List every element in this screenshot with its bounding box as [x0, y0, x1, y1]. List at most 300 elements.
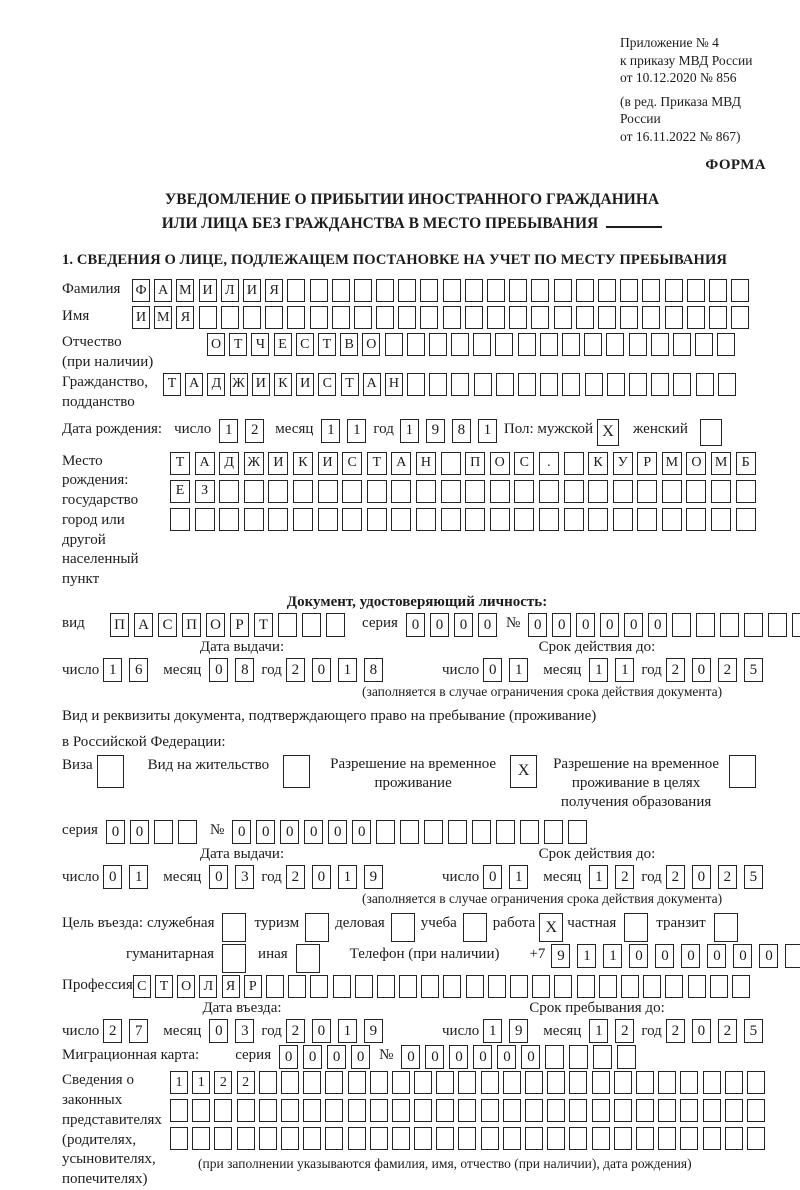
char-cell[interactable]: 2: [615, 1019, 634, 1043]
char-cell[interactable]: [348, 1099, 366, 1122]
char-cell[interactable]: [303, 1099, 321, 1122]
char-cell[interactable]: 0: [478, 613, 497, 637]
char-cell[interactable]: [385, 333, 403, 356]
char-cell[interactable]: [520, 820, 539, 844]
char-cell[interactable]: Т: [155, 975, 173, 998]
char-cell[interactable]: 2: [666, 865, 685, 889]
char-cell[interactable]: [662, 480, 682, 503]
char-cell[interactable]: 5: [744, 658, 763, 682]
char-cell[interactable]: [568, 820, 587, 844]
char-cell[interactable]: [458, 1099, 476, 1122]
char-cell[interactable]: [458, 1127, 476, 1150]
char-cell[interactable]: [416, 480, 436, 503]
char-cell[interactable]: [281, 1071, 299, 1094]
char-cell[interactable]: [569, 1071, 587, 1094]
char-cell[interactable]: [293, 480, 313, 503]
char-cell[interactable]: [355, 975, 373, 998]
char-cell[interactable]: [637, 480, 657, 503]
char-cell[interactable]: [592, 1099, 610, 1122]
char-cell[interactable]: [576, 279, 594, 302]
char-cell[interactable]: [562, 333, 580, 356]
char-cell[interactable]: И: [318, 452, 338, 475]
char-cell[interactable]: [629, 373, 647, 396]
char-cell[interactable]: [392, 1071, 410, 1094]
char-cell[interactable]: [673, 333, 691, 356]
char-cell[interactable]: [510, 975, 528, 998]
char-cell[interactable]: [503, 1071, 521, 1094]
char-cell[interactable]: [354, 306, 372, 329]
char-cell[interactable]: [680, 1127, 698, 1150]
char-cell[interactable]: [588, 480, 608, 503]
char-cell[interactable]: 0: [256, 820, 275, 844]
char-cell[interactable]: 5: [744, 1019, 763, 1043]
char-cell[interactable]: [326, 613, 345, 637]
char-cell[interactable]: [268, 480, 288, 503]
char-cell[interactable]: С: [514, 452, 534, 475]
char-cell[interactable]: [614, 1099, 632, 1122]
char-cell[interactable]: Р: [230, 613, 249, 637]
char-cell[interactable]: А: [154, 279, 172, 302]
char-cell[interactable]: Р: [637, 452, 657, 475]
char-cell[interactable]: [703, 1127, 721, 1150]
char-cell[interactable]: [243, 306, 261, 329]
char-cell[interactable]: [436, 1071, 454, 1094]
char-cell[interactable]: [792, 613, 800, 637]
char-cell[interactable]: [287, 279, 305, 302]
char-cell[interactable]: [687, 279, 705, 302]
char-cell[interactable]: [621, 975, 639, 998]
char-cell[interactable]: [348, 1127, 366, 1150]
char-cell[interactable]: 1: [483, 1019, 502, 1043]
char-cell[interactable]: [451, 333, 469, 356]
char-cell[interactable]: [376, 820, 395, 844]
char-cell[interactable]: [614, 1071, 632, 1094]
char-cell[interactable]: [414, 1099, 432, 1122]
char-cell[interactable]: [620, 306, 638, 329]
char-cell[interactable]: 0: [733, 944, 752, 968]
char-cell[interactable]: 6: [129, 658, 148, 682]
char-cell[interactable]: 8: [452, 419, 471, 443]
char-cell[interactable]: [503, 1127, 521, 1150]
char-cell[interactable]: [747, 1127, 765, 1150]
char-cell[interactable]: [288, 975, 306, 998]
char-cell[interactable]: [720, 613, 739, 637]
char-cell[interactable]: [219, 480, 239, 503]
char-cell[interactable]: 2: [666, 1019, 685, 1043]
char-cell[interactable]: [259, 1099, 277, 1122]
char-cell[interactable]: [531, 306, 549, 329]
char-cell[interactable]: М: [711, 452, 731, 475]
char-cell[interactable]: 9: [426, 419, 445, 443]
char-cell[interactable]: [593, 1045, 612, 1069]
char-cell[interactable]: [672, 613, 691, 637]
char-cell[interactable]: 0: [707, 944, 726, 968]
char-cell[interactable]: [514, 480, 534, 503]
char-cell[interactable]: [490, 508, 510, 531]
char-cell[interactable]: [592, 1071, 610, 1094]
char-cell[interactable]: П: [465, 452, 485, 475]
char-cell[interactable]: [665, 279, 683, 302]
char-cell[interactable]: [725, 1099, 743, 1122]
char-cell[interactable]: 5: [744, 865, 763, 889]
char-cell[interactable]: [416, 508, 436, 531]
char-cell[interactable]: [607, 373, 625, 396]
char-cell[interactable]: [554, 279, 572, 302]
char-cell[interactable]: [370, 1071, 388, 1094]
char-cell[interactable]: 2: [718, 658, 737, 682]
char-cell[interactable]: 0: [473, 1045, 492, 1069]
char-cell[interactable]: В: [340, 333, 358, 356]
char-cell[interactable]: [458, 1071, 476, 1094]
char-cell[interactable]: [613, 480, 633, 503]
char-cell[interactable]: [443, 975, 461, 998]
char-cell[interactable]: [441, 452, 461, 475]
char-cell[interactable]: 0: [327, 1045, 346, 1069]
char-cell[interactable]: [414, 1071, 432, 1094]
char-cell[interactable]: [592, 1127, 610, 1150]
char-cell[interactable]: [617, 1045, 636, 1069]
char-cell[interactable]: [170, 1099, 188, 1122]
char-cell[interactable]: [398, 279, 416, 302]
char-cell[interactable]: 1: [589, 658, 608, 682]
char-cell[interactable]: [547, 1127, 565, 1150]
char-cell[interactable]: 0: [209, 658, 228, 682]
char-cell[interactable]: [658, 1127, 676, 1150]
char-cell[interactable]: [768, 613, 787, 637]
char-cell[interactable]: Д: [219, 452, 239, 475]
char-cell[interactable]: [391, 480, 411, 503]
char-cell[interactable]: 0: [600, 613, 619, 637]
char-cell[interactable]: [509, 306, 527, 329]
char-cell[interactable]: [496, 820, 515, 844]
char-cell[interactable]: 0: [576, 613, 595, 637]
char-cell[interactable]: Ч: [251, 333, 269, 356]
char-cell[interactable]: М: [662, 452, 682, 475]
char-cell[interactable]: [554, 975, 572, 998]
char-cell[interactable]: [540, 373, 558, 396]
char-cell[interactable]: [407, 333, 425, 356]
char-cell[interactable]: 2: [237, 1071, 255, 1094]
char-cell[interactable]: [325, 1071, 343, 1094]
char-cell[interactable]: [436, 1099, 454, 1122]
char-cell[interactable]: [665, 975, 683, 998]
char-cell[interactable]: [540, 333, 558, 356]
char-cell[interactable]: [465, 306, 483, 329]
char-cell[interactable]: [539, 480, 559, 503]
char-cell[interactable]: [503, 1099, 521, 1122]
char-cell[interactable]: [266, 975, 284, 998]
char-cell[interactable]: [377, 975, 395, 998]
char-cell[interactable]: [643, 975, 661, 998]
char-cell[interactable]: [709, 306, 727, 329]
char-cell[interactable]: Т: [367, 452, 387, 475]
char-cell[interactable]: 2: [615, 865, 634, 889]
char-cell[interactable]: [192, 1099, 210, 1122]
char-cell[interactable]: 1: [338, 1019, 357, 1043]
char-cell[interactable]: [287, 306, 305, 329]
char-cell[interactable]: [332, 306, 350, 329]
char-cell[interactable]: [620, 279, 638, 302]
char-cell[interactable]: [448, 820, 467, 844]
char-cell[interactable]: [268, 508, 288, 531]
char-cell[interactable]: [688, 975, 706, 998]
char-cell[interactable]: [564, 452, 584, 475]
char-cell[interactable]: Я: [222, 975, 240, 998]
char-cell[interactable]: [441, 508, 461, 531]
char-cell[interactable]: И: [199, 279, 217, 302]
temp-residence-checkbox[interactable]: X: [510, 755, 537, 788]
char-cell[interactable]: 2: [103, 1019, 122, 1043]
char-cell[interactable]: С: [318, 373, 336, 396]
char-cell[interactable]: [465, 480, 485, 503]
char-cell[interactable]: [585, 373, 603, 396]
char-cell[interactable]: Т: [229, 333, 247, 356]
char-cell[interactable]: 0: [425, 1045, 444, 1069]
char-cell[interactable]: [265, 306, 283, 329]
char-cell[interactable]: [354, 279, 372, 302]
char-cell[interactable]: 0: [497, 1045, 516, 1069]
char-cell[interactable]: [259, 1127, 277, 1150]
char-cell[interactable]: [539, 508, 559, 531]
char-cell[interactable]: 2: [214, 1071, 232, 1094]
char-cell[interactable]: 0: [209, 865, 228, 889]
char-cell[interactable]: 2: [718, 1019, 737, 1043]
char-cell[interactable]: [731, 306, 749, 329]
char-cell[interactable]: [481, 1071, 499, 1094]
other-checkbox[interactable]: [296, 944, 320, 973]
char-cell[interactable]: [725, 1127, 743, 1150]
char-cell[interactable]: 1: [589, 1019, 608, 1043]
char-cell[interactable]: 9: [364, 865, 383, 889]
char-cell[interactable]: К: [274, 373, 292, 396]
char-cell[interactable]: 2: [286, 658, 305, 682]
char-cell[interactable]: [569, 1045, 588, 1069]
char-cell[interactable]: [332, 279, 350, 302]
char-cell[interactable]: [178, 820, 197, 844]
char-cell[interactable]: [281, 1099, 299, 1122]
char-cell[interactable]: П: [110, 613, 129, 637]
char-cell[interactable]: 0: [312, 865, 331, 889]
char-cell[interactable]: [192, 1127, 210, 1150]
char-cell[interactable]: [170, 1127, 188, 1150]
char-cell[interactable]: 0: [406, 613, 425, 637]
char-cell[interactable]: [525, 1127, 543, 1150]
char-cell[interactable]: 2: [666, 658, 685, 682]
char-cell[interactable]: [244, 480, 264, 503]
char-cell[interactable]: 1: [400, 419, 419, 443]
char-cell[interactable]: [525, 1071, 543, 1094]
char-cell[interactable]: 1: [103, 658, 122, 682]
char-cell[interactable]: [703, 1071, 721, 1094]
male-checkbox[interactable]: X: [597, 419, 619, 446]
char-cell[interactable]: [711, 508, 731, 531]
char-cell[interactable]: 1: [338, 865, 357, 889]
char-cell[interactable]: [696, 613, 715, 637]
char-cell[interactable]: Н: [416, 452, 436, 475]
char-cell[interactable]: А: [363, 373, 381, 396]
char-cell[interactable]: И: [243, 279, 261, 302]
char-cell[interactable]: 0: [106, 820, 125, 844]
char-cell[interactable]: 2: [718, 865, 737, 889]
char-cell[interactable]: 0: [328, 820, 347, 844]
char-cell[interactable]: [451, 373, 469, 396]
char-cell[interactable]: 0: [624, 613, 643, 637]
char-cell[interactable]: 0: [279, 1045, 298, 1069]
char-cell[interactable]: М: [176, 279, 194, 302]
char-cell[interactable]: [429, 373, 447, 396]
char-cell[interactable]: [367, 480, 387, 503]
char-cell[interactable]: Т: [170, 452, 190, 475]
char-cell[interactable]: 9: [551, 944, 570, 968]
char-cell[interactable]: [473, 333, 491, 356]
char-cell[interactable]: [310, 975, 328, 998]
char-cell[interactable]: [488, 975, 506, 998]
char-cell[interactable]: 0: [483, 865, 502, 889]
char-cell[interactable]: П: [182, 613, 201, 637]
study-checkbox[interactable]: [463, 913, 487, 942]
char-cell[interactable]: [744, 613, 763, 637]
char-cell[interactable]: 0: [483, 658, 502, 682]
char-cell[interactable]: [547, 1071, 565, 1094]
char-cell[interactable]: 0: [351, 1045, 370, 1069]
char-cell[interactable]: [518, 373, 536, 396]
private-checkbox[interactable]: [624, 913, 648, 942]
char-cell[interactable]: А: [185, 373, 203, 396]
char-cell[interactable]: [569, 1099, 587, 1122]
char-cell[interactable]: 1: [509, 658, 528, 682]
char-cell[interactable]: К: [293, 452, 313, 475]
char-cell[interactable]: С: [158, 613, 177, 637]
char-cell[interactable]: [569, 1127, 587, 1150]
char-cell[interactable]: 0: [280, 820, 299, 844]
char-cell[interactable]: А: [195, 452, 215, 475]
char-cell[interactable]: [219, 508, 239, 531]
char-cell[interactable]: Я: [265, 279, 283, 302]
char-cell[interactable]: 0: [692, 1019, 711, 1043]
char-cell[interactable]: 0: [312, 658, 331, 682]
char-cell[interactable]: 0: [759, 944, 778, 968]
char-cell[interactable]: [703, 1099, 721, 1122]
char-cell[interactable]: [441, 480, 461, 503]
char-cell[interactable]: [399, 975, 417, 998]
char-cell[interactable]: 0: [303, 1045, 322, 1069]
humanitarian-checkbox[interactable]: [222, 944, 246, 973]
char-cell[interactable]: О: [207, 333, 225, 356]
char-cell[interactable]: [665, 306, 683, 329]
char-cell[interactable]: [199, 306, 217, 329]
char-cell[interactable]: [495, 333, 513, 356]
char-cell[interactable]: С: [296, 333, 314, 356]
char-cell[interactable]: 0: [681, 944, 700, 968]
char-cell[interactable]: О: [177, 975, 195, 998]
char-cell[interactable]: [214, 1099, 232, 1122]
transit-checkbox[interactable]: [714, 913, 738, 942]
char-cell[interactable]: 0: [304, 820, 323, 844]
char-cell[interactable]: Т: [163, 373, 181, 396]
char-cell[interactable]: [747, 1099, 765, 1122]
char-cell[interactable]: [310, 279, 328, 302]
char-cell[interactable]: [342, 480, 362, 503]
char-cell[interactable]: [514, 508, 534, 531]
char-cell[interactable]: [443, 306, 461, 329]
char-cell[interactable]: [318, 508, 338, 531]
char-cell[interactable]: С: [133, 975, 151, 998]
char-cell[interactable]: [420, 279, 438, 302]
char-cell[interactable]: 0: [454, 613, 473, 637]
char-cell[interactable]: [598, 306, 616, 329]
char-cell[interactable]: [736, 508, 756, 531]
char-cell[interactable]: [636, 1071, 654, 1094]
char-cell[interactable]: [642, 279, 660, 302]
char-cell[interactable]: [711, 480, 731, 503]
char-cell[interactable]: 8: [235, 658, 254, 682]
char-cell[interactable]: 0: [692, 865, 711, 889]
char-cell[interactable]: З: [195, 480, 215, 503]
char-cell[interactable]: К: [588, 452, 608, 475]
char-cell[interactable]: Е: [170, 480, 190, 503]
char-cell[interactable]: [544, 820, 563, 844]
char-cell[interactable]: [525, 1099, 543, 1122]
char-cell[interactable]: [400, 820, 419, 844]
char-cell[interactable]: Д: [207, 373, 225, 396]
char-cell[interactable]: [564, 480, 584, 503]
char-cell[interactable]: Л: [199, 975, 217, 998]
char-cell[interactable]: [325, 1127, 343, 1150]
char-cell[interactable]: Ж: [230, 373, 248, 396]
char-cell[interactable]: [281, 1127, 299, 1150]
char-cell[interactable]: [474, 373, 492, 396]
char-cell[interactable]: [303, 1071, 321, 1094]
char-cell[interactable]: 1: [603, 944, 622, 968]
char-cell[interactable]: [509, 279, 527, 302]
char-cell[interactable]: [487, 279, 505, 302]
char-cell[interactable]: И: [132, 306, 150, 329]
char-cell[interactable]: [392, 1099, 410, 1122]
char-cell[interactable]: 0: [103, 865, 122, 889]
char-cell[interactable]: 0: [521, 1045, 540, 1069]
char-cell[interactable]: [554, 306, 572, 329]
char-cell[interactable]: Я: [176, 306, 194, 329]
char-cell[interactable]: 1: [509, 865, 528, 889]
visa-checkbox[interactable]: [97, 755, 124, 788]
char-cell[interactable]: [696, 373, 714, 396]
char-cell[interactable]: 2: [286, 865, 305, 889]
char-cell[interactable]: 0: [232, 820, 251, 844]
char-cell[interactable]: [376, 306, 394, 329]
char-cell[interactable]: [680, 1071, 698, 1094]
char-cell[interactable]: [680, 1099, 698, 1122]
char-cell[interactable]: [302, 613, 321, 637]
char-cell[interactable]: [465, 279, 483, 302]
char-cell[interactable]: 1: [589, 865, 608, 889]
char-cell[interactable]: [325, 1099, 343, 1122]
char-cell[interactable]: 1: [338, 658, 357, 682]
char-cell[interactable]: [278, 613, 297, 637]
char-cell[interactable]: [472, 820, 491, 844]
char-cell[interactable]: [221, 306, 239, 329]
char-cell[interactable]: [562, 373, 580, 396]
char-cell[interactable]: [629, 333, 647, 356]
char-cell[interactable]: [710, 975, 728, 998]
char-cell[interactable]: [614, 1127, 632, 1150]
temp-residence-edu-checkbox[interactable]: [729, 755, 756, 788]
char-cell[interactable]: [576, 306, 594, 329]
char-cell[interactable]: Ж: [244, 452, 264, 475]
char-cell[interactable]: [577, 975, 595, 998]
char-cell[interactable]: 0: [209, 1019, 228, 1043]
char-cell[interactable]: [732, 975, 750, 998]
char-cell[interactable]: 1: [170, 1071, 188, 1094]
